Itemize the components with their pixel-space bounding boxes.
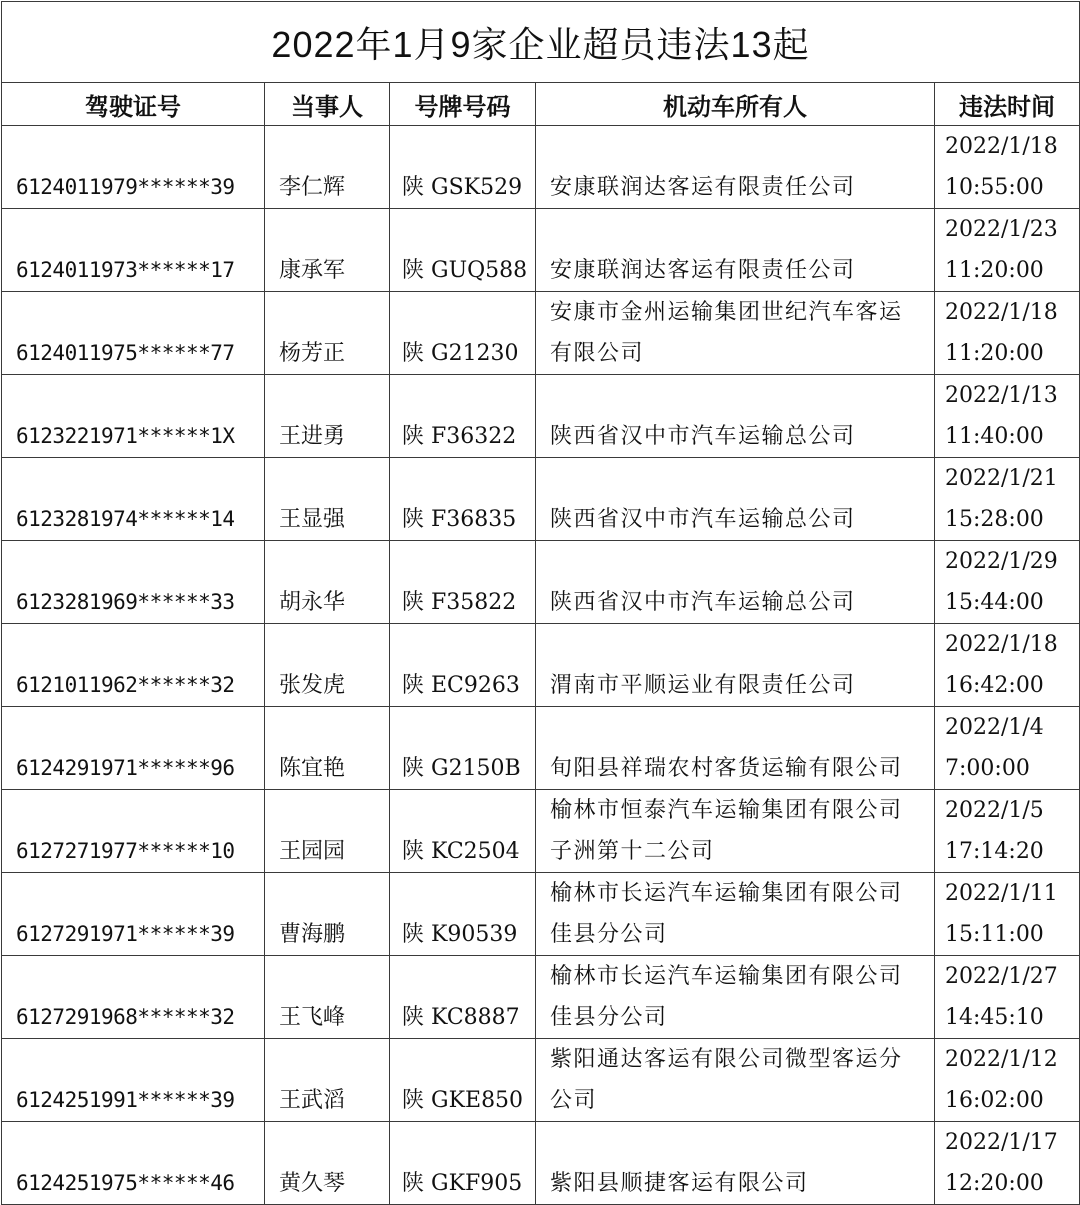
vehicle-owner-cell: 紫阳通达客运有限公司微型客运分公司 bbox=[536, 1039, 935, 1122]
violation-time-cell bbox=[935, 624, 1080, 707]
header-party: 当事人 bbox=[265, 83, 390, 126]
table-row bbox=[2, 458, 1080, 541]
plate-number-cell: 陕 KC2504 bbox=[390, 790, 536, 873]
vehicle-owner-cell: 紫阳县顺捷客运有限公司 bbox=[536, 1122, 935, 1205]
plate-number-cell: 陕 EC9263 bbox=[390, 624, 536, 707]
header-row bbox=[2, 83, 1080, 126]
plate-number-cell: 陕 G21230 bbox=[390, 292, 536, 375]
table-row bbox=[2, 541, 1080, 624]
license-number-cell: 6124011979******39 bbox=[2, 126, 265, 209]
party-name-cell: 王园园 bbox=[265, 790, 390, 873]
vehicle-owner-cell: 陕西省汉中市汽车运输总公司 bbox=[536, 375, 935, 458]
plate-number-cell: 陕 GSK529 bbox=[390, 126, 536, 209]
party-name-cell: 张发虎 bbox=[265, 624, 390, 707]
violation-time-cell bbox=[935, 1122, 1080, 1205]
party-name-cell: 李仁辉 bbox=[265, 126, 390, 209]
violation-time-cell bbox=[935, 707, 1080, 790]
vehicle-owner-cell: 陕西省汉中市汽车运输总公司 bbox=[536, 541, 935, 624]
violation-clock: 16:42:00 bbox=[945, 673, 1044, 698]
violation-time-cell bbox=[935, 541, 1080, 624]
license-number-cell: 6127271977******10 bbox=[2, 790, 265, 873]
party-name-cell: 曹海鹏 bbox=[265, 873, 390, 956]
violation-clock: 10:55:00 bbox=[945, 175, 1044, 200]
party-name-cell: 康承军 bbox=[265, 209, 390, 292]
violation-date: 2022/1/29 bbox=[945, 549, 1058, 574]
violation-date: 2022/1/5 bbox=[945, 798, 1044, 823]
vehicle-owner-cell: 榆林市长运汽车运输集团有限公司佳县分公司 bbox=[536, 873, 935, 956]
license-number-cell: 6123281974******14 bbox=[2, 458, 265, 541]
violation-date: 2022/1/23 bbox=[945, 217, 1058, 242]
party-name-cell: 王显强 bbox=[265, 458, 390, 541]
license-number-cell: 6121011962******32 bbox=[2, 624, 265, 707]
table-row bbox=[2, 1122, 1080, 1205]
violation-date: 2022/1/12 bbox=[945, 1047, 1058, 1072]
violation-clock: 11:20:00 bbox=[945, 258, 1044, 283]
table-row bbox=[2, 292, 1080, 375]
plate-number-cell: 陕 G2150B bbox=[390, 707, 536, 790]
vehicle-owner-cell: 榆林市长运汽车运输集团有限公司佳县分公司 bbox=[536, 956, 935, 1039]
vehicle-owner-cell: 安康市金州运输集团世纪汽车客运有限公司 bbox=[536, 292, 935, 375]
vehicle-owner-cell: 安康联润达客运有限责任公司 bbox=[536, 209, 935, 292]
plate-number-cell: 陕 GUQ588 bbox=[390, 209, 536, 292]
license-number-cell: 6124251975******46 bbox=[2, 1122, 265, 1205]
table-row bbox=[2, 707, 1080, 790]
table-row bbox=[2, 873, 1080, 956]
violation-date: 2022/1/27 bbox=[945, 964, 1058, 989]
violation-clock: 11:20:00 bbox=[945, 341, 1044, 366]
violation-date: 2022/1/18 bbox=[945, 300, 1058, 325]
plate-number-cell: 陕 KC8887 bbox=[390, 956, 536, 1039]
plate-number-cell: 陕 GKF905 bbox=[390, 1122, 536, 1205]
violation-time-cell bbox=[935, 1039, 1080, 1122]
table-body bbox=[2, 126, 1080, 1205]
violation-date: 2022/1/11 bbox=[945, 881, 1058, 906]
table-row bbox=[2, 375, 1080, 458]
license-number-cell: 6123281969******33 bbox=[2, 541, 265, 624]
violation-clock: 16:02:00 bbox=[945, 1088, 1044, 1113]
violation-clock: 15:44:00 bbox=[945, 590, 1044, 615]
license-number-cell: 6124251991******39 bbox=[2, 1039, 265, 1122]
vehicle-owner-cell: 渭南市平顺运业有限责任公司 bbox=[536, 624, 935, 707]
vehicle-owner-cell: 陕西省汉中市汽车运输总公司 bbox=[536, 458, 935, 541]
vehicle-owner-cell: 旬阳县祥瑞农村客货运输有限公司 bbox=[536, 707, 935, 790]
license-number-cell: 6127291968******32 bbox=[2, 956, 265, 1039]
violation-clock: 15:28:00 bbox=[945, 507, 1044, 532]
violation-time-cell bbox=[935, 790, 1080, 873]
party-name-cell: 胡永华 bbox=[265, 541, 390, 624]
vehicle-owner-cell: 榆林市恒泰汽车运输集团有限公司子洲第十二公司 bbox=[536, 790, 935, 873]
violation-time-cell bbox=[935, 956, 1080, 1039]
violation-clock: 12:20:00 bbox=[945, 1171, 1044, 1196]
party-name-cell: 黄久琴 bbox=[265, 1122, 390, 1205]
plate-number-cell: 陕 F35822 bbox=[390, 541, 536, 624]
table-row bbox=[2, 624, 1080, 707]
header-license: 驾驶证号 bbox=[2, 83, 265, 126]
header-time: 违法时间 bbox=[935, 83, 1080, 126]
violation-date: 2022/1/18 bbox=[945, 632, 1058, 657]
violation-clock: 17:14:20 bbox=[945, 839, 1044, 864]
violation-time-cell bbox=[935, 458, 1080, 541]
violation-date: 2022/1/17 bbox=[945, 1130, 1058, 1155]
party-name-cell: 杨芳正 bbox=[265, 292, 390, 375]
license-number-cell: 6124011975******77 bbox=[2, 292, 265, 375]
violation-time-cell bbox=[935, 873, 1080, 956]
table-row bbox=[2, 956, 1080, 1039]
violation-table bbox=[1, 1, 1080, 1205]
table-row bbox=[2, 790, 1080, 873]
violation-time-cell bbox=[935, 209, 1080, 292]
vehicle-owner-cell: 安康联润达客运有限责任公司 bbox=[536, 126, 935, 209]
party-name-cell: 王进勇 bbox=[265, 375, 390, 458]
party-name-cell: 陈宜艳 bbox=[265, 707, 390, 790]
violation-date: 2022/1/18 bbox=[945, 134, 1058, 159]
table-row bbox=[2, 126, 1080, 209]
license-number-cell: 6124011973******17 bbox=[2, 209, 265, 292]
plate-number-cell: 陕 F36835 bbox=[390, 458, 536, 541]
plate-number-cell: 陕 GKE850 bbox=[390, 1039, 536, 1122]
violation-time-cell bbox=[935, 126, 1080, 209]
violation-time-cell bbox=[935, 375, 1080, 458]
violation-clock: 11:40:00 bbox=[945, 424, 1044, 449]
plate-number-cell: 陕 F36322 bbox=[390, 375, 536, 458]
license-number-cell: 6127291971******39 bbox=[2, 873, 265, 956]
violation-clock: 15:11:00 bbox=[945, 922, 1044, 947]
violation-date: 2022/1/21 bbox=[945, 466, 1058, 491]
violation-date: 2022/1/4 bbox=[945, 715, 1044, 740]
table-row bbox=[2, 1039, 1080, 1122]
violation-clock: 14:45:10 bbox=[945, 1005, 1044, 1030]
header-plate: 号牌号码 bbox=[390, 83, 536, 126]
violation-date: 2022/1/13 bbox=[945, 383, 1058, 408]
violation-time-cell bbox=[935, 292, 1080, 375]
party-name-cell: 王武滔 bbox=[265, 1039, 390, 1122]
table-title: 2022年1月9家企业超员违法13起 bbox=[2, 2, 1080, 83]
plate-number-cell: 陕 K90539 bbox=[390, 873, 536, 956]
license-number-cell: 6123221971******1X bbox=[2, 375, 265, 458]
party-name-cell: 王飞峰 bbox=[265, 956, 390, 1039]
violation-clock: 7:00:00 bbox=[945, 756, 1030, 781]
table-row bbox=[2, 209, 1080, 292]
header-owner: 机动车所有人 bbox=[536, 83, 935, 126]
license-number-cell: 6124291971******96 bbox=[2, 707, 265, 790]
